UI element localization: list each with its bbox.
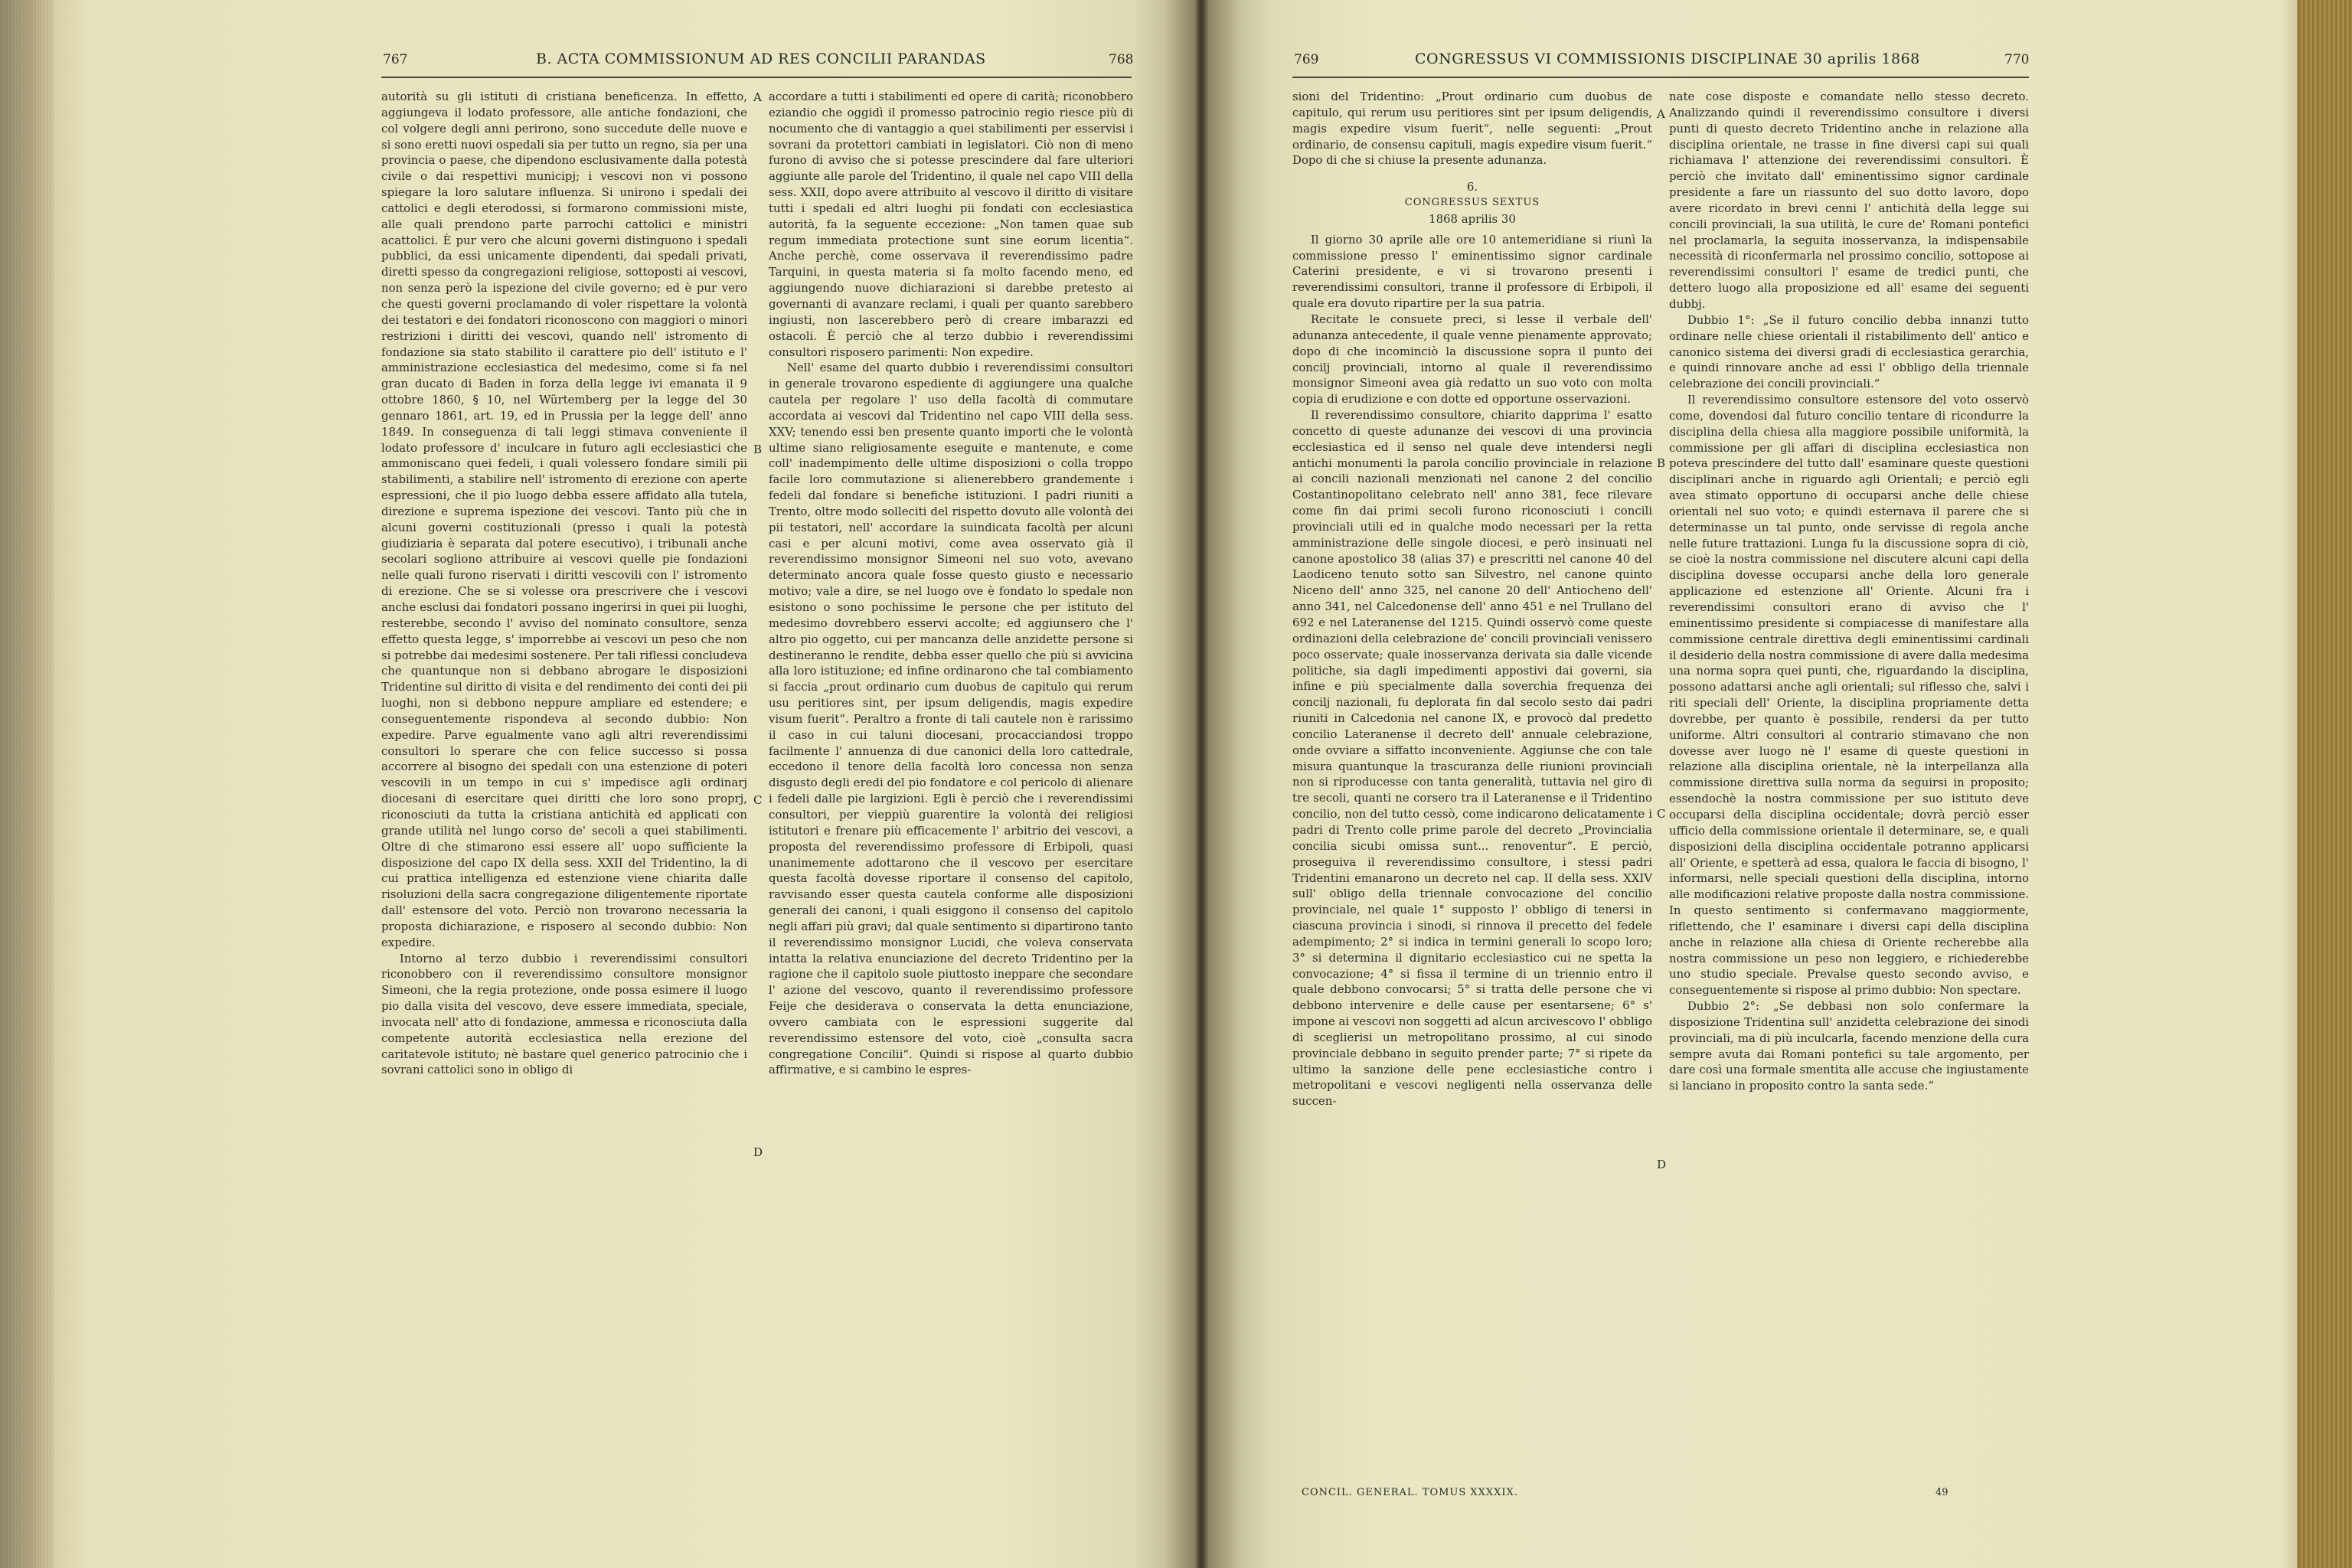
right-running-head: CONGRESSUS VI COMMISSIONIS DISCIPLINAE 30 aprilis 1868 [1415,51,1920,67]
right-page-number-left: 769 [1294,52,1319,67]
page-edges-left [0,0,54,1568]
paragraph: Il giorno 30 aprile alle ore 10 antemeridiane si riunì la commissione presso l' eminentissimo signor cardinale Caterini presidente, e vi si trovarono presenti i reverendissimi consultori, tranne il professore di Erbipoli, il quale era dovuto ripartire per la sua patria. [1292,232,1652,311]
margin-letter-a: A [1657,107,1665,121]
header-rule [1292,77,2029,78]
paragraph: Intorno al terzo dubbio i reverendissimi consultori riconobbero con il reverendissimo consultore monsignor Simeoni, che la regia protezione, onde possa esimere il luogo pio dalla visita del vescovo, deve essere immediata, speciale, invocata nell' atto di fondazione, ammessa e riconosciuta dalla competente autorità ecclesiastica nella erezione del caritatevole istituto; nè bastare quel generico patrocinio che i sovrani cattolici sono in obligo di [381,951,747,1077]
paragraph: Dubbio 2°: „Se debbasi non solo confermare la disposizione Tridentina sull' anzidetta celebrazione dei sinodi provinciali, ma di più inculcarla, facendo menzione della cura sempre avuta dai Romani pontefici su tale argomento, per dare così una formale smentita alle accuse che ingiustamente si lanciano in proposito contro la santa sede.“ [1669,999,2029,1093]
left-page-number-right: 768 [1109,52,1134,67]
left-column-1 [381,89,747,1078]
paragraph: Recitate le consuete preci, si lesse il verbale dell' adunanza antecedente, il quale venne pienamente approvato; dopo di che incominciò la discussione sopra il punto dei concilj provinciali, intorno al quale il reverendissimo monsignor Simeoni avea già redatto un suo voto con molta copia di erudizione e con dotte ed opportune osservazioni. [1292,312,1652,407]
signature-mark: 49 [1936,1487,1949,1498]
section-title: CONGRESSUS SEXTUS [1404,197,1540,209]
paragraph: sioni del Tridentino: „Prout ordinario cum duobus de capitulo, qui rerum usu peritiores sint per ipsum deligendis, magis expedire visum fuerit“, nelle seguenti: „Prout ordinario, de consensu capituli, magis expedire visum fuerit.“ Dopo di che si chiuse la presente adunanza. [1292,90,1652,168]
paragraph: Il reverendissimo consultore, chiarito dapprima l' esatto concetto di queste adunanze dei vescovi di una provincia ecclesiastica ed il senso nel quale deve intendersi negli antichi monumenti la parola concilio provinciale in relazione ai concili nazionali menzionati nel canone 2 del concilio Costantinopolitano celebrato nell' anno 381, fece rilevare come fin dai primi secoli furono riconosciuti i concili provinciali utili ed in qualche modo necessari per la retta amministrazione delle singole diocesi, e però insinuati nel canone apostolico 38 (alias 37) e prescritti nel canone 40 del Laodiceno tenuto sotto san Silvestro, nel canone quinto Niceno dell' anno 325, nel canone 20 dell' Antiocheno dell' anno 341, nel Calcedonense dell' anno 451 e nel Trullano del 692 e nel Lateranense del 1215. Quindi osservò come queste ordinazioni della celebrazione de' concili provinciali venissero poco osservate; quale inosservanza derivata sia dalle vicende politiche, sia dagli impedimenti appostivi dai governi, sia infine e più specialmente dalla soverchia frequenza dei concilj nazionali, fu deplorata fin dal secolo sesto dai padri riuniti in Calcedonia nel canone IX, e provocò dal predetto concilio Lateranense il decreto dell' annuale celebrazione, onde ovviare a siffatto inconveniente. Aggiunse che con tale misura quantunque la trascuranza delle riunioni provinciali non si riproducesse con tanta generalità, tuttavia nel giro di tre secoli, quanti ne corsero tra il Lateranense e il Tridentino concilio, non del tutto cessò, come indicarono delicatamente i padri di Trento colle prime parole del decreto „Provincialia concilia sicubi omissa sunt... renoventur“. E perciò, proseguiva il reverendissimo consultore, i stessi padri Tridentini emanarono un decreto nel cap. II della sess. XXIV sull' obligo della triennale convocazione del concilio provinciale, nel quale 1° supposto l' obbligo di tenersi in ciascuna provincia i sinodi, si rinnova il precetto del fedele adempimento; 2° si indica in termini generali lo scopo loro; 3° si determina il dignitario ecclesiastico cui ne spetta la convocazione; 4° si fissa il termine di un triennio entro il quale debbono convocarsi; 5° si tratta delle persone che vi debbono intervenire e delle cause per esentarsene; 6° s' impone ai vescovi non soggetti ad alcun arcivescovo l' obbligo di sceglierisi un metropolitano prossimo, al cui sinodo provinciale debbano in seguito prender parte; 7° si ripete da ultimo la sanzione delle pene ecclesiastiche contro i metropolitani e vescovi negligenti nella osservanza delle succen- [1292,408,1652,1109]
paragraph: Nell' esame del quarto dubbio i reverendissimi consultori in generale trovarono espediente di aggiungere una qualche cautela per regolare l' uso della facoltà di commutare accordata ai vescovi dal Tridentino nel capo VIII della sess. XXV; tenendo essi ben presente quanto importi che le volontà ultime siano religiosamente eseguite e mantenute, e come coll' inadempimento delle ultime disposizioni o colla troppo facile loro commutazione si alienerebbero grandemente i fedeli dal fondare si benefiche istituzioni. I padri riuniti a Trento, oltre modo solleciti del rispetto dovuto alle volontà dei pii testatori, nell' accordare la suindicata facoltà per alcuni casi e per alcuni motivi, come avea osservato già il reverendissimo monsignor Simeoni nel suo voto, avevano determinato ancora quale fosse questo giusto e necessario motivo; vale a dire, se nel luogo ove è fondato lo spedale non esistono o sono pochissime le persone che per istituto del medesimo dovrebbero esservi accolte; ed aggiunsero che l' altro pio oggetto, cui per mancanza delle anzidette persone si destineranno le rendite, debba esser quello che più si avvicina alla loro istituzione; ed infine ordinarono che tal combiamento si faccia „prout ordinario cum duobus de capitulo qui rerum usu peritiores sint, per ipsum deligendis, magis expedire visum fuerit“. Peraltro a fronte di tali cautele non è rarissimo il caso in cui taluni diocesani, procacciandosi troppo facilmente l' annuenza di due canonici della loro cattedrale, eccedono il tenore della facoltà loro concessa non senza disgusto degli eredi del pio fondatore e col pericolo di alienare i fedeli dalle pie largizioni. Egli è perciò che i reverendissimi consultori, per vieppiù guarentire la volontà dei religiosi istitutori e frenare più efficacemente l' arbitrio dei vescovi, a proposta del reverendissimo professore di Erbipoli, quasi unanimemente adottarono che il vescovo per esercitare questa facoltà dovesse riportare il consenso del capitolo, ravvisando esser questa cautela conforme alle disposizioni generali dei canoni, i quali esiggono il consenso del capitolo negli affari più gravi; dal quale sentimento si dipartirono tanto il reverendissimo monsignor Lucidi, che voleva conservata intatta la relativa enunciazione del decreto Tridentino per la ragione che il capitolo suole piuttosto ineppare che secondare l' azione del vescovo, quanto il reverendissimo professore Feije che desiderava o conservata la detta enunciazione, ovvero cambiata con le espressioni suggerite dal reverendissimo estensore del voto, cioè „consulta sacra congregatione Concilii“. Quindi si rispose al quarto dubbio affirmative, e si cambino le espres- [769,361,1133,1077]
paragraph: autorità su gli istituti di cristiana beneficenza. In effetto, aggiungeva il lodato professore, alle antiche fondazioni, che col volgere degli anni perirono, sono succedute delle nuove e si sono eretti nuovi ospedali sia per tutto un regno, sia per una provincia o paese, che dipendono esclusivamente dalla potestà civile o dai respettivi municipj; i vescovi non vi possono spiegare la loro salutare influenza. Si unirono i spedali dei cattolici e degli eterodossi, si formarono commissioni miste, alle quali prendono parte parrochi cattolici e ministri acattolici. È pur vero che alcuni governi distinguono i spedali pubblici, da essi unicamente dipendenti, dai spedali privati, diretti spesso da congregazioni religiose, sottoposti ai vescovi, non senza però la ispezione del civile governo; ed è pur vero che questi governi proclamando di voler rispettare la volontà dei testatori e dei fondatori riconoscono con maggiori o minori restrizioni i diritti dei vescovi, quando nell' istromento di fondazione sia stato stabilito il carattere pio dell' istituto e l' amministrazione ecclesiastica del medesimo, come si fa nel gran ducato di Baden in forza della legge ivi emanata il 9 ottobre 1860, § 10, nel Würtemberg per la legge del 30 gennaro 1861, art. 19, ed in Prussia per la legge dell' anno 1849. In conseguenza di tali leggi stimava conveniente il lodato professore d' inculcare in futuro agli ecclesiastici che ammoniscano quei fedeli, i quali volessero fondare simili pii stabilimenti, a stabilire nell' istromento di erezione con aperte espressioni, che il pio luogo debba essere affidato alla tutela, direzione e suprema ispezione dei vescovi. Tanto più che in alcuni governi costituzionali (presso i quali la potestà giudiziaria è separata dal potere esecutivo), i tribunali anche secolari sogliono attribuire ai vescovi quelle pie fondazioni nelle quali furono riservati i diritti vescovili con l' istromento di erezione. Che se si volesse ora prescrivere che i vescovi anche esclusi dai fondatori possano ingerirsi in quei pii luoghi, resterebbe, secondo l' avviso del nominato consultore, senza effetto questa legge, s' imporrebbe ai vescovi un peso che non si potrebbe dai medesimi sostenere. Per tali riflessi concludeva che quantunque non si debbano abrogare le disposizioni Tridentine sul diritto di visita e del rendimento dei conti dei pii luoghi, non si debbono neppure ampliare ed estendere; e conseguentemente rispondeva al secondo dubbio: Non expedire. Parve egualmente vano agli altri reverendissimi consultori lo sperare che con felice successo si possa accorrere al bisogno dei spedali con una estenzione di poteri vescovili in un tempo in cui s' impedisce agli ordinarj diocesani di esercitare quei diritti che loro sono proprj, riconosciuti da tutta la cristiana antichità ed applicati con grande utilità nel lungo corso de' secoli a quei stabilimenti. Oltre di che stimarono essi essere all' uopo sufficiente la disposizione del capo IX della sess. XXII del Tridentino, la di cui prattica intelligenza ed estenzione viene chiarita dalle risoluzioni della sacra congregazione diligentemente riportate dall' estensore del voto. Perciò non trovarono necessaria la proposta dichiarazione, e risposero al secondo dubbio: Non expedire. [381,90,747,949]
left-page-number: 767 [383,52,408,67]
book-cover-edge-right [2297,0,2352,1568]
left-running-head: B. ACTA COMMISSIONUM AD RES CONCILII PARANDAS [536,51,986,67]
margin-letter-d: D [753,1145,763,1159]
header-rule [381,77,1132,78]
paragraph: Dubbio 1°: „Se il futuro concilio debba innanzi tutto ordinare nelle chiese orientali il ristabilimento dell' antico e canonico sistema dei diversi gradi di ecclesiastica gerarchia, e quindi rinnovare anche ad essi l' obbligo della triennale celebrazione dei concili provinciali.“ [1669,312,2029,391]
paragraph: accordare a tutti i stabilimenti ed opere di carità; riconobbero eziandio che oggidì il promesso patrocinio regio riesce più di nocumento che di vantaggio a quei stabilimenti per esservisi i sovrani da protettori cambiati in legislatori. Ciò non di meno furono di avviso che si potesse prescindere dal fare ulteriori aggiunte alle parole del Tridentino, il quale nel capo VIII della sess. XXII, dopo avere attribuito al vescovo il diritto di visitare tutti i spedali ed altri luoghi pii fondati con ecclesiastica autorità, fa la seguente eccezione: „Non tamen quae sub regum immediata protectione sunt sine eorum licentia“. Anche perchè, come osservava il reverendissimo padre Tarquini, in questa materia si fa molto facendo meno, ed aggiungendo nuove dichiarazioni si darebbe pretesto ai governanti di avanzare reclami, i quali per quanto sarebbero ingiusti, non lascerebbero però di creare imbarazzi ed ostacoli. È perciò che al terzo dubbio i reverendissimi consultori risposero parimenti: Non expedire. [769,90,1133,359]
margin-letter-d: D [1657,1158,1667,1171]
paragraph: nate cose disposte e comandate nello stesso decreto. Analizzando quindi il reverendissimo consultore i diversi punti di questo decreto Tridentino anche in relazione alla disciplina orientale, ne trasse in fine diversi capi sui quali richiamava l' attenzione dei reverendissimi consultori. È perciò che invitato dall' eminentissimo signor cardinale presidente a fare un riassunto del suo dotto lavoro, dopo avere ricordato in brevi cenni l' antichità della legge sui concili provinciali, la sua utilità, le cure de' Romani pontefici nel proclamarla, la seguita inosservanza, la indispensabile necessità di riconfermarla nel prossimo concilio, sottopose ai reverendissimi consultori l' esame de tredici punti, che dettero luogo alla proposizione ed all' esame dei seguenti dubbj. [1669,90,2029,311]
section-date: 1868 aprilis 30 [1429,211,1516,226]
margin-letter-b: B [1657,456,1666,470]
margin-letter-b: B [753,443,763,456]
book-gutter [1133,0,1271,1568]
margin-letter-a: A [753,90,762,104]
right-page-number: 770 [2004,52,2030,67]
left-column-2 [769,89,1133,1078]
section-number: 6. [1466,180,1478,194]
margin-letter-c: C [753,793,763,807]
right-column-1 [1292,89,1652,1109]
paragraph: Il reverendissimo consultore estensore del voto osservò come, dovendosi dal futuro concilio tentare di ricondurre la disciplina della chiesa alla maggiore possibile uniformità, la commissione per gli affari di disciplina ecclesiastica non poteva prescindere del tutto dall' esaminare queste questioni disciplinari anche in riguardo agli Orientali; e perciò egli avea stimato opportuno di occuparsi anche delle chiese orientali nel suo voto; e quindi esternava il parere che si determinasse un tal punto, onde servisse di regola anche nelle future trattazioni. Lunga fu la discussione sopra di ciò, se cioè la nostra commissione nel discutere alcuni capi della disciplina dovesse occuparsi anche della loro generale applicazione ed estenzione all' Oriente. Alcuni fra i reverendissimi consultori erano di avviso che l' eminentissimo presidente si compiacesse di manifestare alla commissione centrale direttiva degli eminentissimi cardinali il desiderio della nostra commissione di avere dalla medesima una norma sopra quei punti, che, riguardando la disciplina, possono adattarsi anche agli orientali; sul riflesso che, salvi i riti speciali dell' Oriente, la disciplina propriamente detta dovrebbe, per quanto è possibile, rendersi da per tutto uniforme. Altri consultori al contrario stimavano che non dovesse aver luogo nè l' esame di queste questioni in relazione alla disciplina orientale, nè la interpellanza alla commissione direttiva sulla norma da seguirsi in proposito; essendochè la nostra commissione per suo istituto deve occuparsi della disciplina occidentale; dovrà perciò esser ufficio della commissione orientale il determinare, se, e quali disposizioni della disciplina occidentale potranno applicarsi all' Oriente, e spetterà ad essa, qualora le faccia di bisogno, l' informarsi, nelle speciali questioni della disciplina, intorno alle modificazioni relative proposte dalla nostra commissione. In questo sentimento si confermavano maggiormente, riflettendo, che l' esaminare i diversi capi della disciplina anche in relazione alla chiesa di Oriente recherebbe alla nostra commissione un peso non leggiero, e richiederebbe uno studio speciale. Prevalse questo secondo avviso, e conseguentemente si rispose al primo dubbio: Non spectare. [1669,393,2029,998]
margin-letter-c: C [1657,807,1666,821]
page-footer: CONCIL. GENERAL. TOMUS XXXXIX. [1302,1487,1518,1498]
right-column-2 [1669,89,2029,1094]
